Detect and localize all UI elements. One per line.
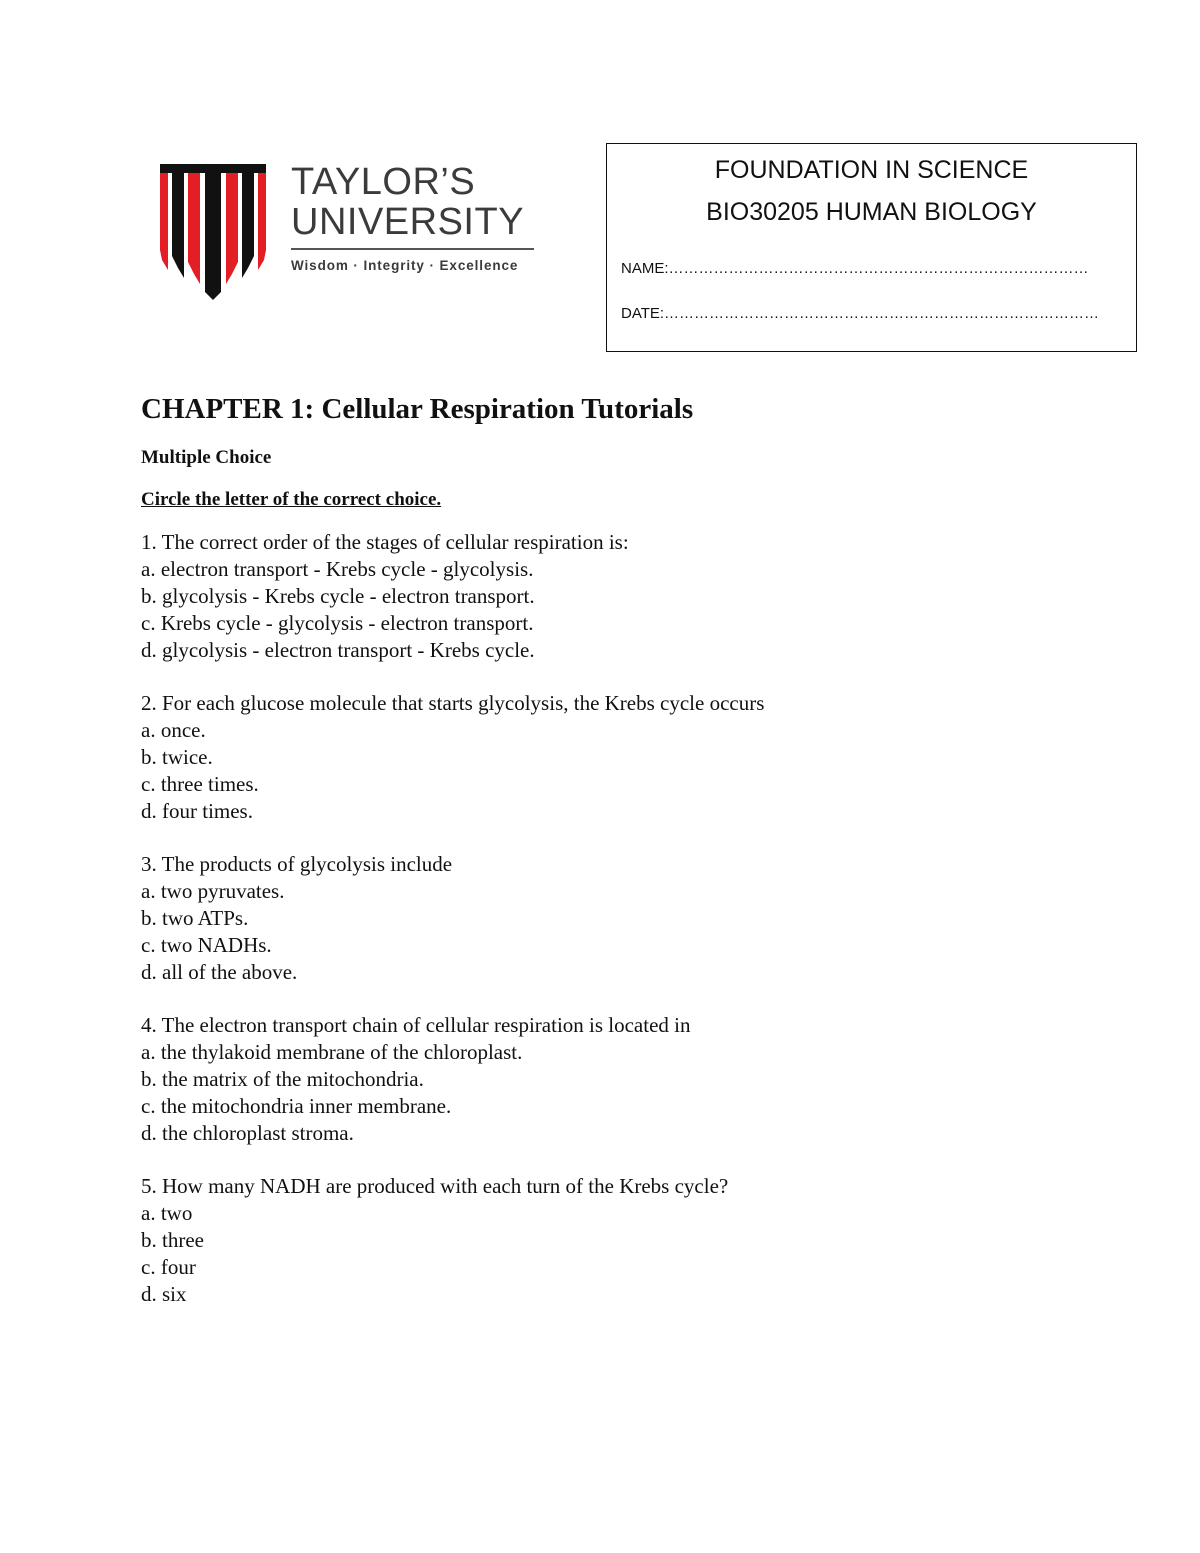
answer-option[interactable]: d. four times. (141, 799, 253, 823)
logo-line-2: UNIVERSITY (291, 201, 525, 243)
answer-option[interactable]: d. the chloroplast stroma. (141, 1121, 354, 1145)
logo-line-1: TAYLOR’S (291, 161, 476, 203)
taylors-shield-logo-icon (158, 160, 270, 300)
course-info-box (606, 143, 1137, 352)
answer-option[interactable]: a. once. (141, 718, 206, 742)
worksheet-content (141, 389, 1141, 1308)
question-text: 5. How many NADH are produced with each turn of the Krebs cycle? (141, 1174, 729, 1198)
question-3 (141, 851, 1141, 986)
answer-option[interactable]: a. two pyruvates. (141, 879, 285, 903)
answer-option[interactable]: d. all of the above. (141, 960, 298, 984)
answer-option[interactable]: a. two (141, 1201, 193, 1225)
logo-divider (291, 248, 534, 250)
answer-option[interactable]: b. three (141, 1228, 204, 1252)
logo-tagline: Wisdom · Integrity · Excellence (291, 258, 519, 273)
answer-option[interactable]: c. three times. (141, 772, 259, 796)
question-2 (141, 690, 1141, 825)
answer-option[interactable]: d. glycolysis - electron transport - Krebs cycle. (141, 638, 535, 662)
question-4 (141, 1012, 1141, 1147)
question-text: 2. For each glucose molecule that starts glycolysis, the Krebs cycle occurs (141, 691, 765, 715)
answer-option[interactable]: a. electron transport - Krebs cycle - glycolysis. (141, 557, 534, 581)
answer-option[interactable]: b. two ATPs. (141, 906, 249, 930)
question-text: 3. The products of glycolysis include (141, 852, 453, 876)
section-label: Multiple Choice (141, 447, 272, 468)
answer-option[interactable]: c. four (141, 1255, 196, 1279)
answer-option[interactable]: b. twice. (141, 745, 213, 769)
answer-option[interactable]: c. the mitochondria inner membrane. (141, 1094, 452, 1118)
question-1 (141, 529, 1141, 664)
university-logo (158, 160, 548, 305)
answer-option[interactable]: c. Krebs cycle - glycolysis - electron transport. (141, 611, 534, 635)
answer-option[interactable]: c. two NADHs. (141, 933, 272, 957)
question-text: 1. The correct order of the stages of cellular respiration is: (141, 530, 629, 554)
name-field[interactable]: NAME:………………………………………………………………………… (621, 260, 1089, 277)
answer-option[interactable]: b. the matrix of the mitochondria. (141, 1067, 424, 1091)
course-title: BIO30205 HUMAN BIOLOGY (706, 198, 1037, 226)
question-5 (141, 1173, 1141, 1308)
date-field[interactable]: DATE:…………………………………………………………………………… (621, 305, 1100, 322)
question-text: 4. The electron transport chain of cellular respiration is located in (141, 1013, 691, 1037)
answer-option[interactable]: b. glycolysis - Krebs cycle - electron transport. (141, 584, 535, 608)
answer-option[interactable]: d. six (141, 1282, 187, 1306)
chapter-title: CHAPTER 1: Cellular Respiration Tutorials (141, 393, 694, 425)
instruction-text: Circle the letter of the correct choice. (141, 489, 442, 510)
program-title: FOUNDATION IN SCIENCE (714, 156, 1029, 184)
answer-option[interactable]: a. the thylakoid membrane of the chloroplast. (141, 1040, 523, 1064)
